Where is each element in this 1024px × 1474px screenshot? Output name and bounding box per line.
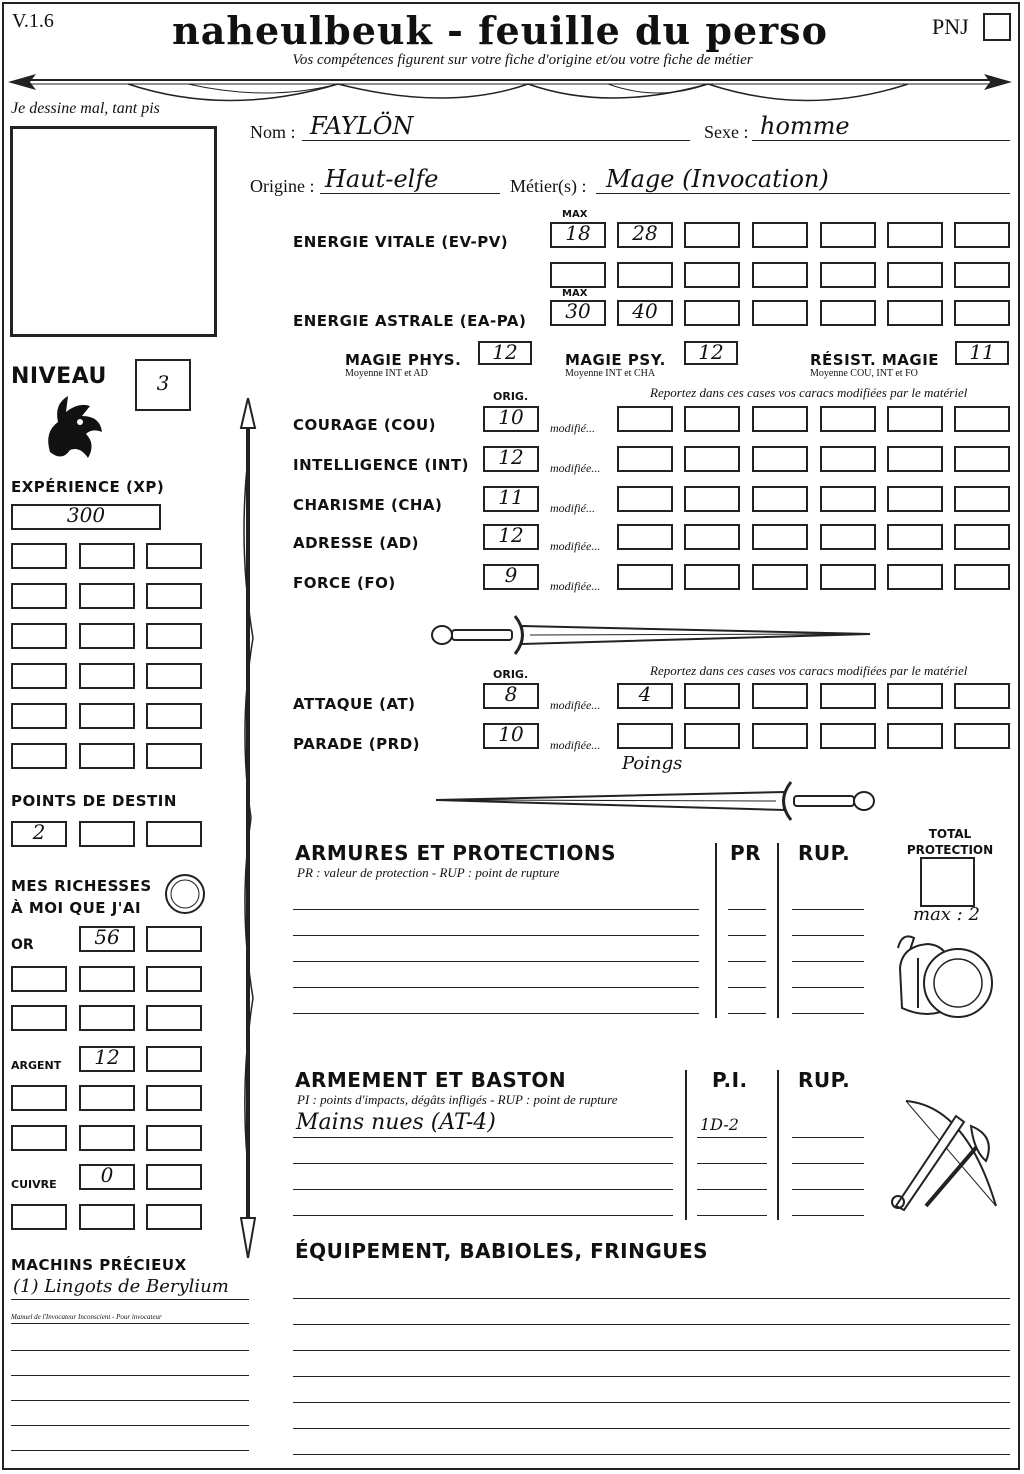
destin-box-3[interactable] [146, 821, 202, 847]
argent-label: ARGENT [11, 1059, 62, 1072]
energy-track-box[interactable] [550, 262, 606, 288]
equipement-line[interactable] [293, 1350, 1010, 1351]
money-box[interactable] [79, 1125, 135, 1151]
combat-modified-box[interactable] [820, 683, 876, 709]
carac-modified-box[interactable] [684, 406, 740, 432]
money-box[interactable] [146, 1085, 202, 1111]
page-title: naheulbeuk - feuille du perso [172, 8, 828, 53]
at-orig-box[interactable] [483, 683, 539, 709]
ev-max-label: MAX [562, 209, 588, 220]
carac-modified-box[interactable] [617, 446, 673, 472]
caracs-orig-label: ORIG. [493, 390, 529, 403]
niveau-box[interactable] [135, 359, 191, 411]
carac-modified-box[interactable] [820, 564, 876, 590]
carac-modified-box[interactable] [617, 524, 673, 550]
armure-name-line[interactable] [293, 935, 699, 936]
coin-icon [163, 872, 207, 916]
max-protection-label: max : 2 [913, 904, 980, 925]
xp-track-box[interactable] [146, 623, 202, 649]
money-value: 56 [94, 925, 120, 949]
combat-modified-box[interactable] [684, 723, 740, 749]
carac-label: INTELLIGENCE (INT) [293, 456, 469, 474]
destin-box-2[interactable] [79, 821, 135, 847]
machins-line[interactable] [11, 1450, 249, 1451]
armure-rup-line[interactable] [792, 987, 864, 988]
resist-magie-box[interactable] [955, 341, 1009, 365]
armure-rup-line[interactable] [792, 1013, 864, 1014]
combat-report-note: Reportez dans ces cases vos caracs modifiées par le matériel [650, 663, 968, 678]
total-protection-box[interactable] [920, 857, 975, 907]
carac-modifie-label: modifiée... [550, 539, 601, 553]
armement-pi-header: P.I. [712, 1068, 748, 1092]
money-box[interactable] [79, 926, 135, 952]
metier-underline [596, 193, 1010, 194]
machins-line-1 [11, 1299, 249, 1300]
carac-modifie-label: modifiée... [550, 579, 601, 593]
carac-label: FORCE (FO) [293, 574, 396, 592]
ea-max-value: 40 [632, 299, 658, 323]
origine-underline [320, 193, 500, 194]
energy-track-box[interactable] [954, 222, 1010, 248]
xp-track-box[interactable] [79, 743, 135, 769]
armure-name-line[interactable] [293, 961, 699, 962]
weapons-icon [886, 1096, 1010, 1216]
carac-modified-box[interactable] [752, 406, 808, 432]
energy-track-box[interactable] [887, 222, 943, 248]
combat-orig-label: ORIG. [493, 668, 529, 681]
ea-label: ENERGIE ASTRALE (EA-PA) [293, 312, 527, 330]
weapon-name-line[interactable] [293, 1137, 673, 1138]
xp-track-box[interactable] [146, 583, 202, 609]
helmet-shield-icon [888, 928, 998, 1028]
carac-modified-box[interactable] [684, 446, 740, 472]
armure-name-line[interactable] [293, 1013, 699, 1014]
at-label: ATTAQUE (AT) [293, 695, 416, 713]
pnj-checkbox[interactable] [983, 13, 1011, 41]
carac-modifie-label: modifié... [550, 501, 595, 515]
page-subtitle: Vos compétences figurent sur votre fiche d'origine et/ou votre fiche de métier [292, 52, 753, 68]
nom-label: Nom : [250, 122, 296, 142]
origine-value[interactable]: Haut-elfe [325, 165, 439, 193]
carac-modified-box[interactable] [820, 406, 876, 432]
carac-modified-box[interactable] [617, 564, 673, 590]
prd-orig-box[interactable] [483, 723, 539, 749]
ea-current-value: 30 [565, 299, 591, 323]
combat-modified-box[interactable] [752, 683, 808, 709]
carac-orig-value: 9 [504, 563, 518, 587]
xp-value: 300 [66, 503, 106, 527]
armure-name-line[interactable] [293, 909, 699, 910]
combat-modified-box[interactable] [887, 683, 943, 709]
machins-item-1[interactable]: (1) Lingots de Berylium [13, 1276, 229, 1297]
combat-modified-box[interactable] [954, 683, 1010, 709]
niveau-label: NIVEAU [11, 364, 107, 389]
carac-modified-box[interactable] [752, 564, 808, 590]
carac-modified-box[interactable] [954, 524, 1010, 550]
money-box[interactable] [146, 1164, 202, 1190]
ea-current-box[interactable] [550, 300, 606, 326]
prd-modifie-label: modifiée... [550, 738, 601, 752]
money-box[interactable] [79, 1046, 135, 1072]
portrait-box[interactable] [10, 126, 217, 337]
weapon-pi-line[interactable] [697, 1137, 767, 1138]
armures-rup-header: RUP. [798, 841, 851, 865]
carac-modified-box[interactable] [684, 486, 740, 512]
destin-value: 2 [32, 820, 46, 844]
weapon-1-pi[interactable]: 1D-2 [700, 1115, 739, 1134]
cuivre-label: CUIVRE [11, 1178, 57, 1191]
xp-track-box[interactable] [11, 743, 67, 769]
energy-track-box[interactable] [684, 300, 740, 326]
nom-value[interactable]: FAYLÖN [310, 112, 414, 140]
prd-label: PARADE (PRD) [293, 735, 421, 753]
armure-rup-line[interactable] [792, 909, 864, 910]
weapon-rup-line[interactable] [792, 1189, 864, 1190]
richesses-label-1: MES RICHESSES [11, 877, 152, 895]
combat-modified-box[interactable] [887, 723, 943, 749]
carac-modified-box[interactable] [954, 486, 1010, 512]
carac-modified-box[interactable] [752, 486, 808, 512]
money-box[interactable] [11, 1005, 67, 1031]
carac-modified-box[interactable] [887, 486, 943, 512]
carac-modified-box[interactable] [617, 486, 673, 512]
sexe-value[interactable]: homme [760, 112, 850, 140]
combat-modified-box[interactable] [820, 723, 876, 749]
carac-orig-box[interactable] [483, 524, 539, 550]
armement-rup-header: RUP. [798, 1068, 851, 1092]
energy-track-box[interactable] [887, 300, 943, 326]
magie-phys-box[interactable] [478, 341, 532, 365]
energy-track-box[interactable] [820, 222, 876, 248]
machins-line-2 [11, 1323, 249, 1324]
metier-label: Métier(s) : [510, 176, 587, 196]
origine-label: Origine : [250, 176, 315, 196]
carac-modified-box[interactable] [954, 406, 1010, 432]
xp-track-box[interactable] [79, 623, 135, 649]
combat-modified-box[interactable] [617, 723, 673, 749]
energy-track-box[interactable] [954, 262, 1010, 288]
weapon-pi-line[interactable] [697, 1215, 767, 1216]
ea-max-label: MAX [562, 288, 588, 299]
equipement-title: ÉQUIPEMENT, BABIOLES, FRINGUES [295, 1239, 709, 1263]
resist-magie-sub: Moyenne COU, INT et FO [810, 368, 918, 379]
carac-modified-box[interactable] [617, 406, 673, 432]
niveau-value: 3 [156, 371, 170, 395]
money-box[interactable] [79, 966, 135, 992]
money-value: 0 [100, 1163, 114, 1187]
carac-modifie-label: modifiée... [550, 461, 601, 475]
armure-pr-line[interactable] [728, 987, 766, 988]
machins-line[interactable] [11, 1425, 249, 1426]
armures-title: ARMURES ET PROTECTIONS [295, 841, 616, 865]
carac-modified-box[interactable] [887, 524, 943, 550]
version-label: V.1.6 [12, 10, 54, 32]
carac-modified-box[interactable] [820, 446, 876, 472]
carac-modified-box[interactable] [887, 446, 943, 472]
energy-track-box[interactable] [752, 222, 808, 248]
magie-psy-box[interactable] [684, 341, 738, 365]
carac-orig-value: 11 [498, 485, 524, 509]
at-modified-value: 4 [638, 682, 652, 706]
armure-rup-line[interactable] [792, 961, 864, 962]
xp-track-box[interactable] [146, 743, 202, 769]
combat-modified-box[interactable] [752, 723, 808, 749]
money-box[interactable] [79, 1085, 135, 1111]
ev-max-value: 28 [632, 221, 658, 245]
machins-line[interactable] [11, 1400, 249, 1401]
money-box[interactable] [146, 1125, 202, 1151]
staff-ornament [233, 398, 263, 1258]
ea-max-box[interactable] [617, 300, 673, 326]
prd-orig-value: 10 [498, 722, 524, 746]
money-box[interactable] [11, 1204, 67, 1230]
at-orig-value: 8 [504, 682, 518, 706]
magie-phys-value: 12 [492, 340, 518, 364]
money-box[interactable] [11, 966, 67, 992]
xp-track-box[interactable] [146, 663, 202, 689]
magie-psy-sub: Moyenne INT et CHA [565, 368, 656, 379]
xp-track-box[interactable] [11, 623, 67, 649]
money-value: 12 [94, 1045, 120, 1069]
armure-pr-line[interactable] [728, 935, 766, 936]
ev-current-value: 18 [565, 221, 591, 245]
richesses-label-2: À MOI QUE J'AI [11, 899, 142, 917]
xp-track-box[interactable] [11, 663, 67, 689]
carac-orig-box[interactable] [483, 406, 539, 432]
equipement-line[interactable] [293, 1376, 1010, 1377]
weapon-pi-line[interactable] [697, 1189, 767, 1190]
carac-orig-box[interactable] [483, 446, 539, 472]
armures-divider-1 [715, 843, 717, 1018]
armement-sub: PI : points d'impacts, dégâts infligés - RUP : point de rupture [297, 1092, 618, 1107]
money-box[interactable] [11, 1125, 67, 1151]
combat-modified-box[interactable] [684, 683, 740, 709]
money-box[interactable] [146, 1005, 202, 1031]
carac-modified-box[interactable] [887, 564, 943, 590]
energy-track-box[interactable] [752, 300, 808, 326]
money-box[interactable] [146, 1046, 202, 1072]
total-protection-label: TOTAL PROTECTION [906, 827, 994, 857]
xp-track-box[interactable] [11, 543, 67, 569]
money-box[interactable] [11, 1085, 67, 1111]
weapon-1-name[interactable]: Mains nues (AT-4) [296, 1110, 496, 1135]
magie-phys-sub: Moyenne INT et AD [345, 368, 428, 379]
money-box[interactable] [146, 1204, 202, 1230]
machins-item-2[interactable]: Manuel de l'Invocateur Inconscient - Pour invocateur [11, 1313, 162, 1321]
energy-track-box[interactable] [684, 222, 740, 248]
xp-track-box[interactable] [79, 583, 135, 609]
armure-rup-line[interactable] [792, 935, 864, 936]
ev-current-box[interactable] [550, 222, 606, 248]
carac-orig-value: 12 [498, 445, 524, 469]
energy-track-box[interactable] [684, 262, 740, 288]
weapon-rup-line[interactable] [792, 1215, 864, 1216]
armure-pr-line[interactable] [728, 1013, 766, 1014]
poings-note: Poings [622, 753, 683, 774]
carac-orig-value: 12 [498, 523, 524, 547]
armement-divider-2 [777, 1070, 779, 1220]
destin-box-1[interactable] [11, 821, 67, 847]
money-box[interactable] [146, 966, 202, 992]
carac-orig-box[interactable] [483, 486, 539, 512]
money-box[interactable] [146, 926, 202, 952]
carac-modified-box[interactable] [752, 524, 808, 550]
weapon-pi-line[interactable] [697, 1163, 767, 1164]
armures-divider-2 [777, 843, 779, 1018]
armure-name-line[interactable] [293, 987, 699, 988]
ev-label: ENERGIE VITALE (EV-PV) [293, 233, 509, 251]
magie-phys-label: MAGIE PHYS. [345, 351, 462, 369]
carac-label: COURAGE (COU) [293, 416, 437, 434]
carac-modifie-label: modifié... [550, 421, 595, 435]
dragon-icon [40, 392, 106, 464]
xp-label: EXPÉRIENCE (XP) [11, 478, 165, 496]
weapon-rup-line[interactable] [792, 1163, 864, 1164]
xp-track-box[interactable] [79, 663, 135, 689]
equipement-line[interactable] [293, 1298, 1010, 1299]
energy-track-box[interactable] [617, 262, 673, 288]
carac-modified-box[interactable] [684, 564, 740, 590]
sexe-label: Sexe : [704, 122, 749, 142]
xp-box[interactable] [11, 504, 161, 530]
energy-track-box[interactable] [954, 300, 1010, 326]
combat-modified-box[interactable] [617, 683, 673, 709]
at-modifie-label: modifiée... [550, 698, 601, 712]
armures-sub: PR : valeur de protection - RUP : point de rupture [297, 865, 560, 880]
weapon-rup-line[interactable] [792, 1137, 864, 1138]
machins-label: MACHINS PRÉCIEUX [11, 1256, 187, 1274]
carac-modified-box[interactable] [887, 406, 943, 432]
carac-modified-box[interactable] [820, 486, 876, 512]
resist-magie-label: RÉSIST. MAGIE [810, 351, 940, 369]
carac-orig-box[interactable] [483, 564, 539, 590]
machins-line[interactable] [11, 1375, 249, 1376]
xp-track-box[interactable] [11, 583, 67, 609]
weapon-name-line[interactable] [293, 1163, 673, 1164]
armure-pr-line[interactable] [728, 909, 766, 910]
destin-label: POINTS DE DESTIN [11, 792, 177, 810]
magie-psy-label: MAGIE PSY. [565, 351, 666, 369]
equipement-line[interactable] [293, 1402, 1010, 1403]
money-box[interactable] [79, 1164, 135, 1190]
carac-modified-box[interactable] [684, 524, 740, 550]
money-box[interactable] [79, 1204, 135, 1230]
weapon-name-line[interactable] [293, 1215, 673, 1216]
armures-pr-header: PR [730, 841, 762, 865]
armement-title: ARMEMENT ET BASTON [295, 1068, 567, 1092]
sexe-underline [752, 140, 1010, 141]
resist-magie-value: 11 [969, 340, 995, 364]
carac-modified-box[interactable] [954, 564, 1010, 590]
xp-track-box[interactable] [146, 543, 202, 569]
metier-value[interactable]: Mage (Invocation) [606, 165, 829, 193]
nom-underline [302, 140, 690, 141]
carac-label: ADRESSE (AD) [293, 534, 420, 552]
xp-track-box[interactable] [79, 543, 135, 569]
energy-track-box[interactable] [820, 262, 876, 288]
carac-orig-value: 10 [498, 405, 524, 429]
weapon-name-line[interactable] [293, 1189, 673, 1190]
sword-divider-icon [430, 612, 876, 658]
or-label: OR [11, 937, 34, 953]
portrait-caption: Je dessine mal, tant pis [11, 100, 160, 117]
sword-divider-icon-2 [430, 778, 876, 824]
energy-track-box[interactable] [887, 262, 943, 288]
equipement-line[interactable] [293, 1454, 1010, 1455]
armement-divider-1 [685, 1070, 687, 1220]
xp-track-box[interactable] [146, 703, 202, 729]
energy-track-box[interactable] [752, 262, 808, 288]
carac-label: CHARISME (CHA) [293, 496, 443, 514]
machins-line[interactable] [11, 1350, 249, 1351]
xp-track-box[interactable] [79, 703, 135, 729]
armure-pr-line[interactable] [728, 961, 766, 962]
equipement-line[interactable] [293, 1324, 1010, 1325]
pnj-label: PNJ [932, 14, 969, 39]
carac-modified-box[interactable] [954, 446, 1010, 472]
xp-track-box[interactable] [11, 703, 67, 729]
carac-modified-box[interactable] [752, 446, 808, 472]
money-box[interactable] [79, 1005, 135, 1031]
energy-track-box[interactable] [820, 300, 876, 326]
ev-max-box[interactable] [617, 222, 673, 248]
magie-psy-value: 12 [698, 340, 724, 364]
combat-modified-box[interactable] [954, 723, 1010, 749]
equipement-line[interactable] [293, 1428, 1010, 1429]
carac-modified-box[interactable] [820, 524, 876, 550]
caracs-report-note: Reportez dans ces cases vos caracs modifiées par le matériel [650, 385, 968, 400]
